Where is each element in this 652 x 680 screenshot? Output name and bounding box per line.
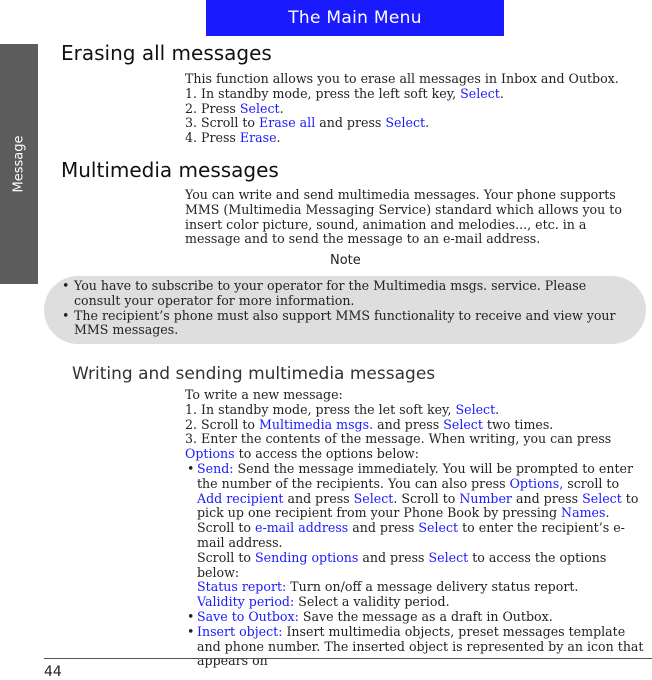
select-key-term: Select bbox=[455, 401, 496, 417]
option-save-to-outbox: • Save to Outbox: Save the message as a draft in Outbox. bbox=[185, 610, 647, 625]
mms-description: You can write and send multimedia messages. Your phone supports MMS (Multimedia Messaging Service) standard which allows you to insert color picture, sound, animation and melodies..., etc. in a message and to send the message to an e-mail address. bbox=[185, 187, 622, 247]
write-body bbox=[185, 388, 647, 669]
write-intro: To write a new message: bbox=[185, 387, 343, 402]
save-to-outbox-term: Save to Outbox: bbox=[197, 608, 299, 624]
options-term: Options, bbox=[509, 475, 564, 491]
select-key-term: Select bbox=[582, 490, 622, 506]
write-step-3: 3. Enter the contents of the message. When writing, you can press Options to access the options below: bbox=[185, 431, 612, 462]
status-report-line: Status report: Turn on/off a message delivery status report. bbox=[197, 579, 579, 595]
erase-step-2: 2. Press Select. bbox=[185, 100, 284, 116]
select-key-term: Select bbox=[353, 490, 394, 506]
validity-period-term: Validity period: bbox=[197, 594, 295, 610]
mms-body bbox=[185, 188, 645, 247]
select-key-term: Select bbox=[460, 85, 500, 101]
note-list bbox=[62, 279, 632, 338]
note-item: • The recipient’s phone must also support MMS functionality to receive and view your MMS messages. bbox=[62, 309, 632, 339]
erase-all-term: Erase all bbox=[259, 115, 316, 131]
erase-body bbox=[185, 72, 645, 146]
erase-heading: Erasing all messages bbox=[61, 41, 272, 65]
footer-divider bbox=[44, 658, 652, 659]
header-title: The Main Menu bbox=[288, 8, 422, 28]
validity-period-line: Validity period: Select a validity period. bbox=[197, 594, 450, 610]
names-term: Names bbox=[561, 505, 606, 521]
header-tab bbox=[206, 0, 504, 36]
write-step-1: 1. In standby mode, press the let soft key, Select. bbox=[185, 401, 500, 417]
insert-object-term: Insert object: bbox=[197, 623, 283, 639]
erase-intro: This function allows you to erase all messages in Inbox and Outbox. bbox=[185, 71, 619, 86]
select-key-term: Select bbox=[443, 416, 483, 432]
mms-heading: Multimedia messages bbox=[61, 158, 279, 182]
side-tab bbox=[0, 44, 38, 284]
options-key-term: Options bbox=[185, 446, 235, 462]
email-address-term: e-mail address bbox=[255, 520, 349, 536]
side-tab-label: Message bbox=[11, 135, 27, 193]
note-item: • You have to subscribe to your operator for the Multimedia msgs. service. Please consult your operator for more information. bbox=[62, 279, 632, 309]
multimedia-msgs-term: Multimedia msgs. bbox=[259, 416, 374, 432]
erase-step-3: 3. Scroll to Erase all and press Select. bbox=[185, 115, 430, 131]
sending-options-term: Sending options bbox=[255, 549, 359, 565]
select-key-term: Select bbox=[385, 115, 426, 131]
option-insert-object: • Insert object: Insert multimedia objects, preset messages template and phone number. The inserted object is represented by an icon that appears on bbox=[185, 625, 647, 669]
erase-key-term: Erase bbox=[239, 130, 277, 146]
page-number: 44 bbox=[44, 664, 62, 680]
number-term: Number bbox=[459, 490, 512, 506]
write-step-2: 2. Scroll to Multimedia msgs. and press Select two times. bbox=[185, 416, 554, 432]
note-title: Note bbox=[330, 253, 361, 268]
status-report-term: Status report: bbox=[197, 579, 287, 595]
select-key-term: Select bbox=[418, 520, 459, 536]
select-key-term: Select bbox=[428, 549, 469, 565]
send-term: Send: bbox=[197, 460, 234, 476]
sending-options-line: Scroll to Sending options and press Select to access the options below: bbox=[197, 549, 607, 580]
erase-step-1: 1. In standby mode, press the left soft key, Select. bbox=[185, 85, 504, 101]
add-recipient-term: Add recipient bbox=[197, 490, 284, 506]
write-heading: Writing and sending multimedia messages bbox=[72, 364, 436, 384]
erase-step-4: 4. Press Erase. bbox=[185, 130, 281, 146]
option-send: • Send: Send the message immediately. You will be prompted to enter the number of the recipients. You can also press Options, scroll to Add recipient and press Select. Scroll to Number and press Select to pick up one recipient from your Phone Book by pressing Names. Scroll to e-mail address and press Select to enter the recipient’s e-mail address. bbox=[185, 462, 647, 551]
select-key-term: Select bbox=[239, 100, 280, 116]
